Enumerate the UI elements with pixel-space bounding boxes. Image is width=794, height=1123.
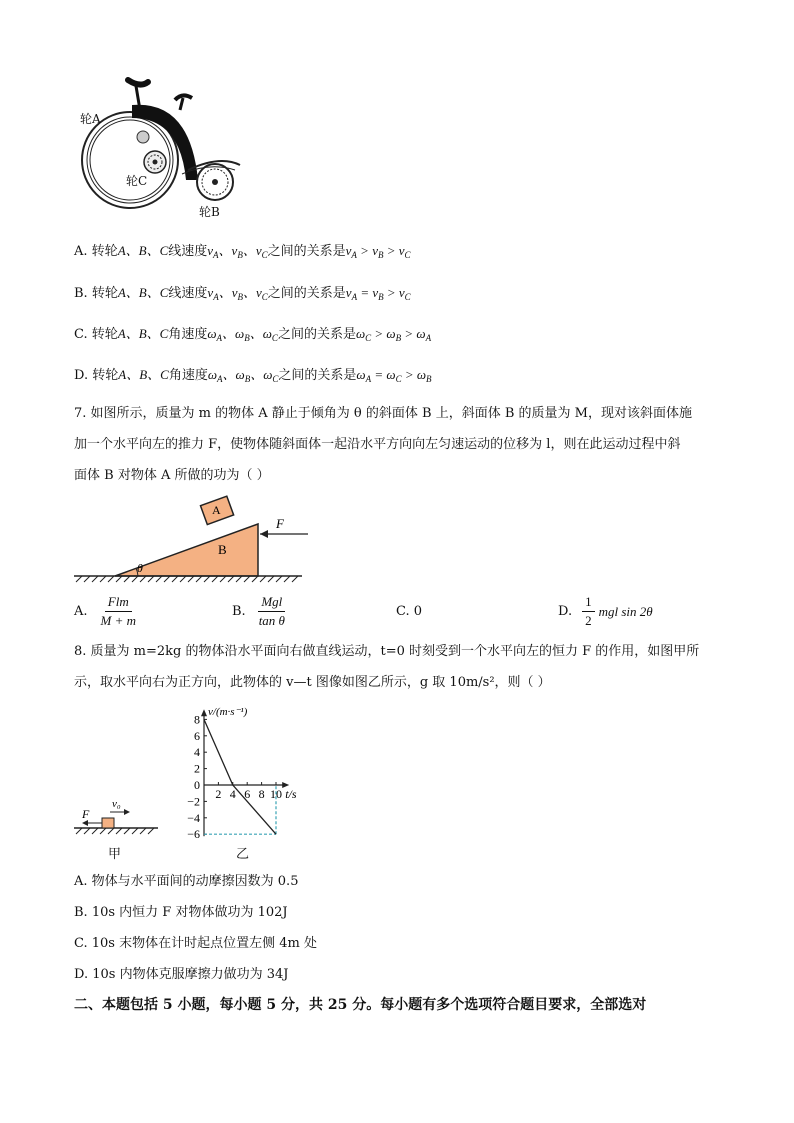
y-tick-label: −4 <box>187 810 200 825</box>
fraction: $\frac{\text{Mgl}}{\text{tan θ}}$ <box>258 594 285 628</box>
y-tick-label: 2 <box>194 761 200 776</box>
fraction: $\frac{\text{Flm}}{M + m}$ <box>100 594 137 628</box>
q7-option-c[interactable]: C. 0 <box>396 604 423 619</box>
q8-option-d[interactable]: D. 10s 内物体克服摩擦力做功为 34J <box>74 967 289 982</box>
figure-jia-caption: 甲 <box>108 847 122 862</box>
figure-yi-caption: 乙 <box>236 847 250 862</box>
q8-option-c[interactable]: C. 10s 末物体在计时起点位置左侧 4m 处 <box>74 936 317 951</box>
y-tick-label: −6 <box>187 827 200 842</box>
x-tick-label: 10 <box>270 787 282 801</box>
q6-option-b[interactable]: B. 转轮A、B、C线速度$v_A$、$v_B$、$v_C$之间的关系是$v_A = v_B > v_C$ <box>74 285 411 302</box>
force-f-label: F <box>82 807 90 821</box>
q6-option-d[interactable]: D. 转轮A、B、C角速度$\omega_A$、$\omega_B$、$\omega_C$之间的关系是$\omega_A = \omega_C > \omega_B$ <box>74 367 432 384</box>
q8-stem-line2: 示，取水平向右为正方向，此物体的 v—t 图像如图乙所示，g 取 10m/s²，则（ ） <box>74 675 551 690</box>
bicycle-figure <box>70 70 250 220</box>
vt-chart-svg <box>170 698 320 843</box>
q8-stem-line1: 8. 质量为 m=2kg 的物体沿水平面向右做直线运动，t=0 时刻受到一个水平向左的恒力 F 的作用，如图甲所 <box>74 644 700 659</box>
q7-stem-line2: 加一个水平向左的推力 F，使物体随斜面体一起沿水平方向向左匀速运动的位移为 l，则在此运动过程中斜 <box>74 437 681 452</box>
y-tick-label: 4 <box>194 745 200 760</box>
block-a-label: A <box>212 503 221 517</box>
y-tick-label: 8 <box>194 712 200 727</box>
y-tick-label: −2 <box>187 794 200 809</box>
q6-option-c[interactable]: C. 转轮A、B、C角速度$\omega_A$、$\omega_B$、$\omega_C$之间的关系是$\omega_C > \omega_B > \omega_A$ <box>74 326 432 343</box>
q7-option-b[interactable]: B. $\frac{\text{Mgl}}{\text{tan θ}}$ <box>232 594 292 629</box>
vt-chart <box>170 698 320 843</box>
series-line <box>204 719 276 834</box>
force-f-label: F <box>276 516 284 531</box>
incline-figure <box>70 492 320 587</box>
q7-stem-line3: 面体 B 对物体 A 所做的功为（ ） <box>74 468 270 483</box>
y-axis-label: v/(m·s⁻¹) <box>208 706 248 719</box>
q8-option-a[interactable]: A. 物体与水平面间的动摩擦因数为 0.5 <box>74 874 299 889</box>
fraction: $\frac{1}{2}$ <box>582 594 595 629</box>
x-tick-label: 4 <box>229 787 236 801</box>
q8-option-b[interactable]: B. 10s 内恒力 F 对物体做功为 102J <box>74 905 288 920</box>
x-axis-label: t/s <box>285 787 297 801</box>
wheel-a-label: 轮A <box>80 112 101 126</box>
wheel-c-label: 轮C <box>126 174 148 188</box>
x-tick-label: 2 <box>215 787 222 801</box>
x-tick-label: 6 <box>244 787 251 801</box>
bicycle-drawing <box>70 70 250 220</box>
angle-label: θ <box>137 561 143 575</box>
y-tick-label: 6 <box>194 728 200 743</box>
v0-label: v₀ <box>112 798 121 810</box>
block-b-label: B <box>218 542 227 557</box>
q7-option-a[interactable]: A. $\frac{\text{Flm}}{M + m}$ <box>74 594 143 629</box>
q6-option-a[interactable]: A. 转轮A、B、C线速度$v_A$、$v_B$、$v_C$之间的关系是$v_A > v_B > v_C$ <box>74 243 411 260</box>
x-tick-label: 8 <box>258 787 265 801</box>
wheel-b-label: 轮B <box>199 205 220 219</box>
section-2-heading: 二、本题包括 5 小题，每小题 5 分，共 25 分。每小题有多个选项符合题目要求，全部选对 <box>74 997 647 1013</box>
q7-option-d[interactable]: D. $\frac{1}{2}$ mgl sin 2θ <box>558 594 653 628</box>
y-tick-label: 0 <box>194 778 200 792</box>
q7-stem-line1: 7. 如图所示，质量为 m 的物体 A 静止于倾角为 θ 的斜面体 B 上，斜面体 B 的质量为 M，现对该斜面体施 <box>74 406 692 421</box>
y-axis-arrow <box>201 709 207 716</box>
